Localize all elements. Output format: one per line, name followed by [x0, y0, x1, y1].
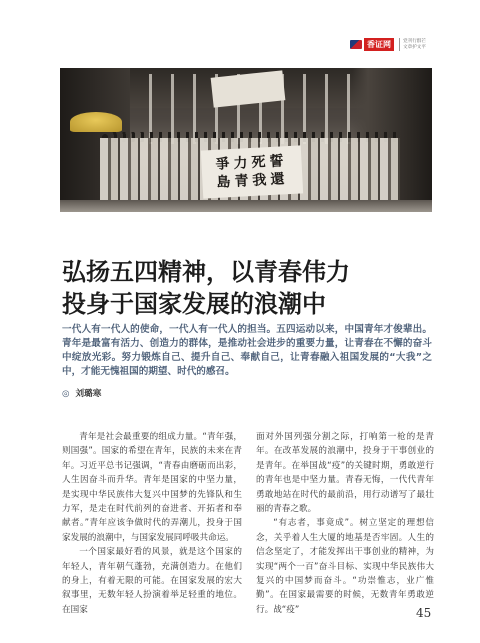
photo-protest-banner	[201, 145, 303, 198]
title-line-2: 投身于国家发展的浪潮中	[62, 290, 326, 318]
header-tagline-1: 党刊行群芒	[403, 39, 426, 44]
paragraph: “有志者，事竟成”。树立坚定的理想信念，关乎着人生大厦的地基是否牢固。人生的信念坚定了，才能发挥出干事创业的精神，为实现“两个一百”奋斗目标、实现中华民族伟大复兴的中国梦而奋斗。“功崇惟志，业广惟勤”。在国家最需要的时候，无数青年勇敢逆行。战“疫”	[256, 518, 434, 615]
page-number: 45	[416, 606, 432, 620]
header-tagline-2: 文章护文平	[403, 45, 426, 50]
body-column-left	[62, 430, 242, 615]
article-title	[62, 256, 350, 320]
photo-umbrella	[70, 112, 122, 132]
flag-icon	[350, 40, 362, 49]
article-lead: 一代人有一代人的使命，一代人有一代人的担当。五四运动以来，中国青年才俊辈出。青年是最富有活力、创造力的群体，是推动社会进步的重要力量，让青春在不懈的奋斗中绽放光彩。努力锻炼自己、提升自己、奉献自己，让青春融入祖国发展的“大我”之中，才能无愧祖国的期望、时代的感召。	[62, 324, 432, 377]
paragraph: 青年是社会最重要的组成力量。“青年强，则国强”。国家的希望在青年，民族的未来在青年。习近平总书记强调，“青春由磨砺而出彩，人生因奋斗而升华。青年是国家的中坚力量，是实现中华民族伟大复兴中国梦的先锋队和生力军，是走在时代前列的奋进者、开拓者和奉献者。”青年应该争做时代的弄潮儿，投身于国家发展的浪潮中，与国家发展同呼吸共命运。	[62, 432, 242, 543]
paragraph: 一个国家最好看的风景，就是这个国家的年轻人，青年朝气蓬勃，充满创造力。在他们的身上，有着无限的可能。在国家发展的宏大叙事里，无数年轻人扮演着举足轻重的地位。在国家	[62, 547, 242, 615]
site-logo: 香证网	[364, 38, 394, 51]
author-name: 刘璐寒	[75, 389, 102, 399]
banner-line-2: 島青我還	[216, 171, 289, 191]
paragraph: 面对外国列强分割之际，打响第一枪的是青年。在改革发展的浪潮中，投身于干事创业的是青年。在举国战“疫”的关键时期，勇敢逆行的青年也是中坚力量。青春无悔，一代代青年勇敢地站在时代的最前沿，用行动谱写了最壮丽的青春之歌。	[256, 432, 434, 515]
title-line-1: 弘扬五四精神，以青春伟力	[62, 258, 350, 286]
author-byline	[62, 387, 101, 399]
logo-divider	[399, 38, 400, 51]
author-mark-icon: ◎	[62, 389, 70, 399]
publication-header	[350, 36, 445, 54]
banner-line-1: 爭力死誓	[215, 153, 288, 173]
photo-ground	[60, 200, 432, 212]
historical-photo	[60, 68, 432, 212]
